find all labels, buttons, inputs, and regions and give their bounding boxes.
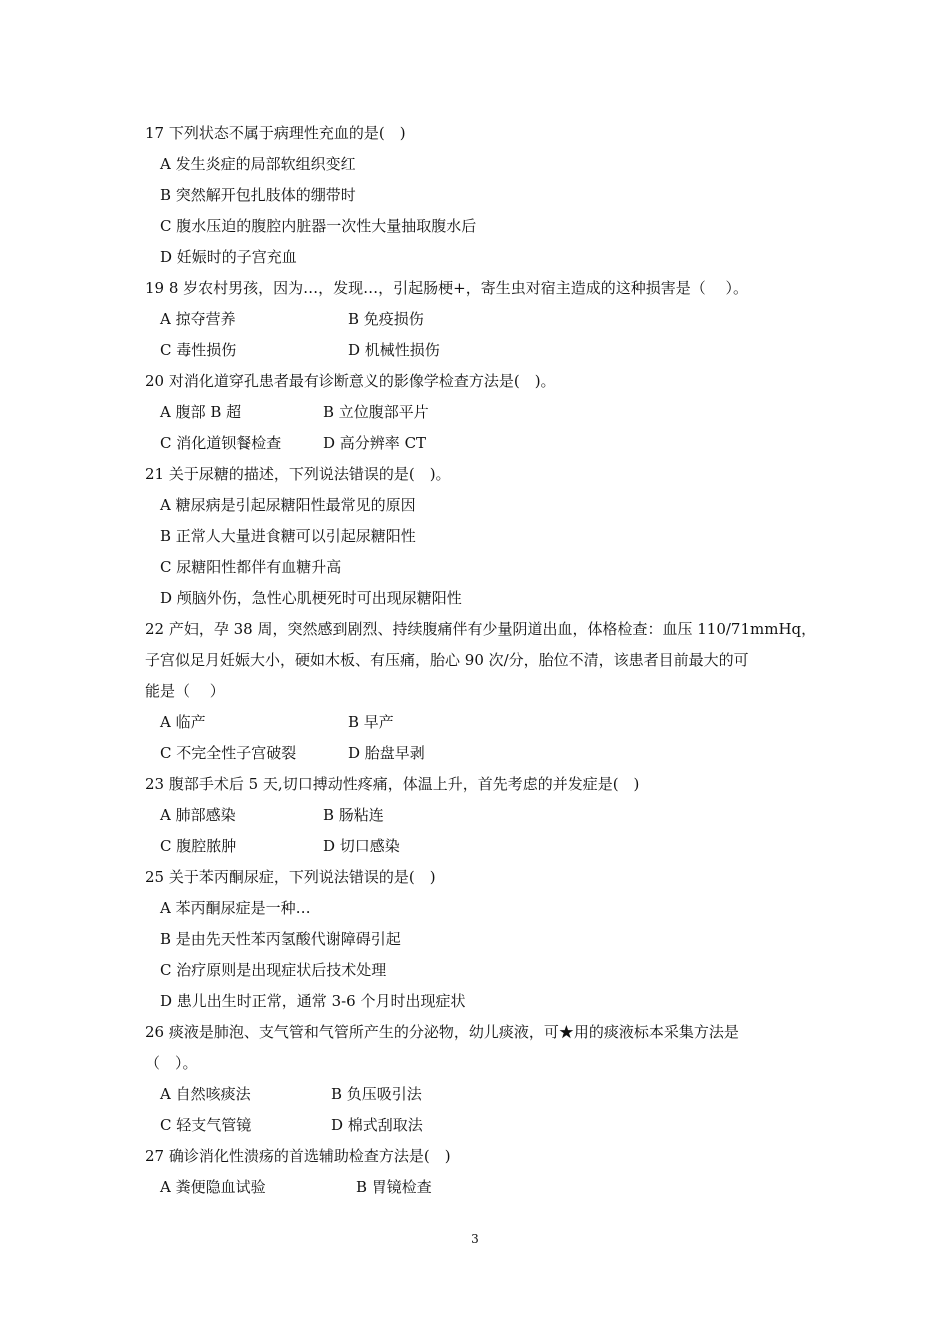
option: B 胃镜检查 xyxy=(356,1178,432,1196)
option: D 胎盘早剥 xyxy=(348,744,425,762)
option: C 治疗原则是出现症状后技术处理 xyxy=(160,961,387,979)
option: C 腹水压迫的腹腔内脏器一次性大量抽取腹水后 xyxy=(160,217,477,235)
option: C 轻支气管镜 xyxy=(160,1116,252,1134)
question-list xyxy=(145,118,817,1203)
option-row xyxy=(145,1079,810,1110)
option: A 腹部 B 超 xyxy=(160,403,242,421)
question-stem-line: 22 产妇，孕 38 周，突然感到剧烈、持续腹痛伴有少量阴道出血，体格检查：血压 110/71mmHq， xyxy=(145,620,817,638)
question-stem: 20 对消化道穿孔患者最有诊断意义的影像学检查方法是( )。 xyxy=(145,372,556,390)
option-row xyxy=(145,335,810,366)
option-row xyxy=(145,1172,810,1203)
option: C 不完全性子宫破裂 xyxy=(160,744,297,762)
option: B 突然解开包扎肢体的绷带时 xyxy=(160,186,356,204)
option: B 立位腹部平片 xyxy=(323,403,429,421)
question-stem-line: 子宫似足月妊娠大小，硬如木板、有压痛，胎心 90 次/分，胎位不清，该患者目前最大的可 xyxy=(145,651,749,669)
question-stem: 19 8 岁农村男孩，因为…，发现…，引起肠梗+，寄生虫对宿主造成的这种损害是（ ）。 xyxy=(145,279,749,297)
option-row xyxy=(145,428,810,459)
option: A 发生炎症的局部软组织变红 xyxy=(160,155,356,173)
question-stem: 27 确诊消化性溃疡的首选辅助检查方法是( ) xyxy=(145,1147,451,1165)
option-row xyxy=(145,397,810,428)
option: A 糖尿病是引起尿糖阳性最常见的原因 xyxy=(160,496,416,514)
option: B 是由先天性苯丙氢酸代谢障碍引起 xyxy=(160,930,401,948)
question-stem: 17 下列状态不属于病理性充血的是( ) xyxy=(145,124,406,142)
option: A 粪便隐血试验 xyxy=(160,1178,266,1196)
option: A 肺部感染 xyxy=(160,806,236,824)
option: B 负压吸引法 xyxy=(331,1085,422,1103)
question-stem: 23 腹部手术后 5 天,切口搏动性疼痛，体温上升，首先考虑的并发症是( ) xyxy=(145,775,640,793)
option-row xyxy=(145,738,810,769)
option: C 腹腔脓肿 xyxy=(160,837,237,855)
option: D 切口感染 xyxy=(323,837,400,855)
page-number: 3 xyxy=(471,1232,479,1246)
option-row xyxy=(145,707,810,738)
option: C 毒性损伤 xyxy=(160,341,237,359)
option: D 机械性损伤 xyxy=(348,341,440,359)
option: A 临产 xyxy=(160,713,206,731)
option: B 早产 xyxy=(348,713,394,731)
option: D 高分辨率 CT xyxy=(323,434,427,452)
option: A 苯丙酮尿症是一种… xyxy=(160,899,311,917)
option: B 免疫损伤 xyxy=(348,310,424,328)
option: C 消化道钡餐检查 xyxy=(160,434,282,452)
option: C 尿糖阳性都伴有血糖升高 xyxy=(160,558,342,576)
question-stem: 25 关于苯丙酮尿症，下列说法错误的是( ) xyxy=(145,868,436,886)
option: B 肠粘连 xyxy=(323,806,384,824)
question-stem-line: 26 痰液是肺泡、支气管和气管所产生的分泌物，幼儿痰液，可★用的痰液标本采集方法是 xyxy=(145,1023,739,1041)
option: D 颅脑外伤，急性心肌梗死时可出现尿糖阳性 xyxy=(160,589,462,607)
option: B 正常人大量进食糖可以引起尿糖阳性 xyxy=(160,527,416,545)
option: D 患儿出生时正常，通常 3-6 个月时出现症状 xyxy=(160,992,466,1010)
option: D 棉式刮取法 xyxy=(331,1116,423,1134)
question-stem-line: （ ）。 xyxy=(145,1054,198,1072)
option-row xyxy=(145,1110,810,1141)
question-stem: 21 关于尿糖的描述，下列说法错误的是( )。 xyxy=(145,465,451,483)
option: A 自然咳痰法 xyxy=(160,1085,251,1103)
option: A 掠夺营养 xyxy=(160,310,236,328)
option: D 妊娠时的子宫充血 xyxy=(160,248,297,266)
option-row xyxy=(145,304,810,335)
question-stem-line: 能是（ ） xyxy=(145,682,225,700)
option-row xyxy=(145,800,810,831)
option-row xyxy=(145,831,810,862)
